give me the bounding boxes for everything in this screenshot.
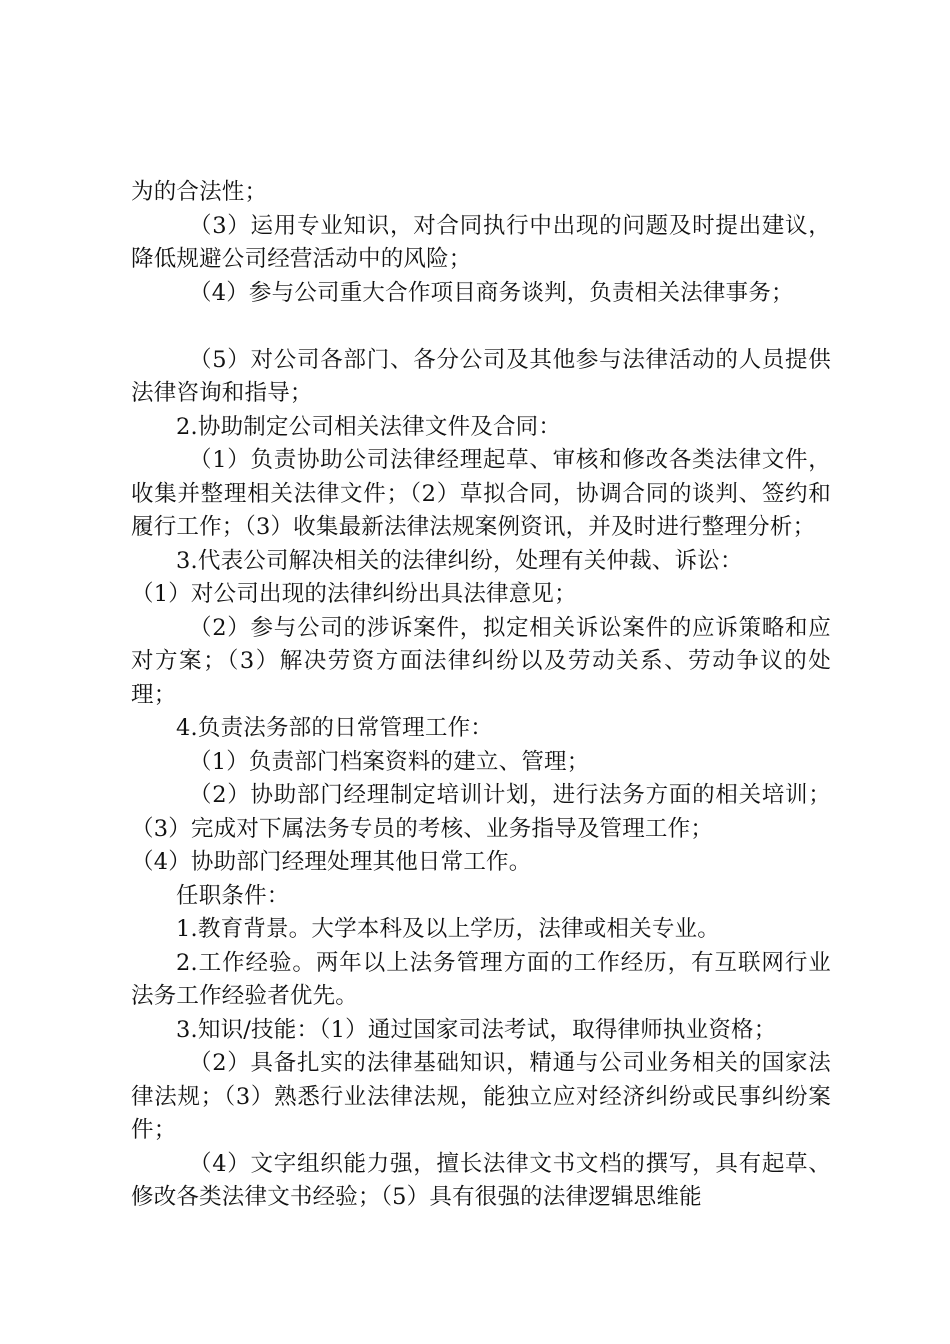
paragraph: 1.教育背景。大学本科及以上学历，法律或相关专业。	[176, 916, 720, 942]
paragraph: （4）协助部门经理处理其他日常工作。	[131, 849, 532, 875]
paragraph: 4.负责法务部的日常管理工作：	[176, 715, 493, 741]
paragraph: （1）负责部门档案资料的建立、管理；	[189, 748, 590, 775]
paragraph: 为的合法性；	[131, 179, 268, 205]
blank-line	[131, 310, 831, 344]
paragraph: （1）对公司出现的法律纠纷出具法律意见；	[131, 581, 577, 607]
paragraph: （2）具备扎实的法律基础知识，精通与公司业务相关的国家法律法规；（3）熟悉行业法律法规，能独立应对经济纠纷或民事纠纷案件；	[131, 1050, 831, 1143]
paragraph: （1）负责协助公司法律经理起草、审核和修改各类法律文件，收集并整理相关法律文件；（2）草拟合同，协调合同的谈判、签约和履行工作；（3）收集最新法律法规案例资讯，并及时进行整理分析；	[131, 447, 831, 540]
paragraph: （5）对公司各部门、各分公司及其他参与法律活动的人员提供法律咨询和指导；	[131, 346, 831, 406]
paragraph: 3.代表公司解决相关的法律纠纷，处理有关仲裁、诉讼：	[176, 547, 743, 574]
section-heading: 任职条件：	[176, 882, 290, 909]
paragraph: （2）协助部门经理制定培训计划，进行法务方面的相关培训；（3）完成对下属法务专员的考核、业务指导及管理工作；	[131, 782, 831, 842]
paragraph: （2）参与公司的涉诉案件，拟定相关诉讼案件的应诉策略和应对方案；（3）解决劳资方面法律纠纷以及劳动关系、劳动争议的处理；	[131, 614, 831, 708]
paragraph: 2.协助制定公司相关法律文件及合同：	[176, 413, 562, 440]
paragraph: （3）运用专业知识，对合同执行中出现的问题及时提出建议，降低规避公司经营活动中的风险；	[131, 212, 831, 272]
paragraph: （4）文字组织能力强，擅长法律文书文档的撰写，具有起草、修改各类法律文书经验；（5）具有很强的法律逻辑思维能	[131, 1150, 831, 1210]
paragraph: （4）参与公司重大合作项目商务谈判，负责相关法律事务；	[189, 279, 794, 306]
body-text	[131, 176, 831, 1215]
paragraph: 2.工作经验。两年以上法务管理方面的工作经历，有互联网行业法务工作经验者优先。	[131, 949, 831, 1009]
paragraph: 3.知识/技能：（1）通过国家司法考试，取得律师执业资格；	[176, 1016, 777, 1043]
